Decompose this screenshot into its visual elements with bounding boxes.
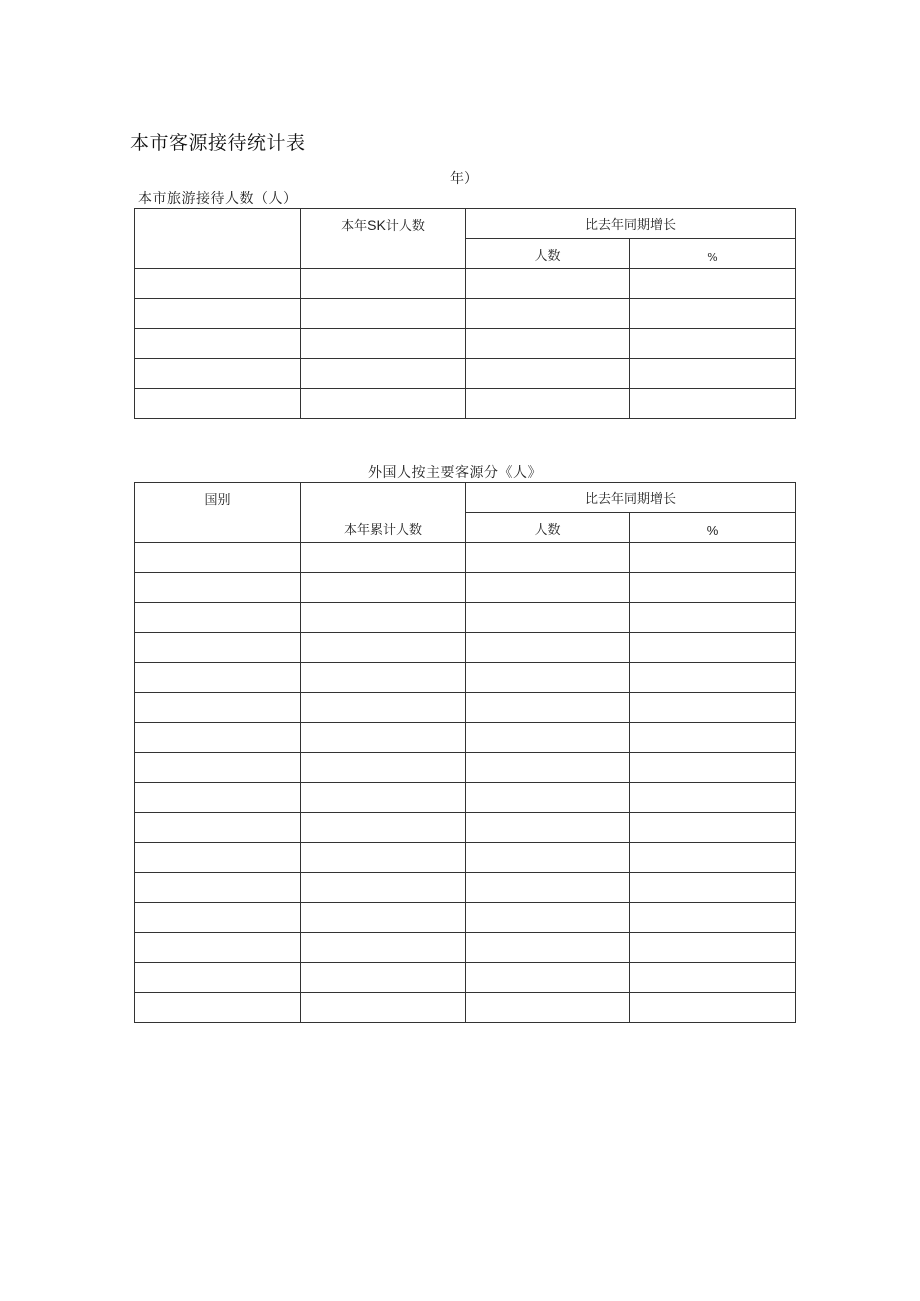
- table-cell: [466, 783, 630, 813]
- table-cell: [466, 723, 630, 753]
- table-cell: [630, 693, 796, 723]
- table-cell: [135, 389, 301, 419]
- table-cell: [135, 933, 301, 963]
- table-cell: [301, 963, 466, 993]
- table-cell: [301, 723, 466, 753]
- table-cell: [466, 603, 630, 633]
- table-row: [135, 543, 796, 573]
- table-cell: [466, 843, 630, 873]
- table-cell: [301, 693, 466, 723]
- header-percent: %: [630, 239, 796, 269]
- table-row: [135, 693, 796, 723]
- table-cell: [630, 603, 796, 633]
- header-people: 人数: [466, 239, 630, 269]
- table-row: [135, 753, 796, 783]
- table-cell: [135, 359, 301, 389]
- table-cell: [630, 963, 796, 993]
- table-cell: [630, 573, 796, 603]
- tourist-reception-table: [134, 208, 796, 419]
- table-row: [135, 723, 796, 753]
- table-cell: [135, 693, 301, 723]
- table-cell: [301, 359, 466, 389]
- table-row: [135, 663, 796, 693]
- table-cell: [135, 813, 301, 843]
- table-cell: [466, 389, 630, 419]
- header-annual-total-sk: SK: [367, 217, 386, 233]
- table-cell: [630, 933, 796, 963]
- table-cell: [630, 903, 796, 933]
- header-blank-cell: [135, 209, 301, 269]
- table-cell: [135, 723, 301, 753]
- table-cell: [466, 963, 630, 993]
- table-cell: [630, 753, 796, 783]
- table-cell: [466, 573, 630, 603]
- table-row: [135, 933, 796, 963]
- table-cell: [466, 633, 630, 663]
- year-label: 年）: [450, 171, 478, 187]
- table-row: [135, 903, 796, 933]
- table-row: [135, 633, 796, 663]
- table-cell: [630, 993, 796, 1023]
- table-cell: [301, 873, 466, 903]
- table-cell: [135, 843, 301, 873]
- table-row: [135, 993, 796, 1023]
- table-cell: [630, 633, 796, 663]
- header-yoy-growth: 比去年同期增长: [466, 483, 796, 513]
- table1-caption: 本市旅游接待人数（人）: [138, 191, 298, 207]
- table-cell: [466, 693, 630, 723]
- table-cell: [466, 543, 630, 573]
- table-cell: [301, 299, 466, 329]
- table-cell: [466, 993, 630, 1023]
- table2-body: [135, 543, 796, 1023]
- header-country: 国别: [135, 483, 301, 543]
- table-cell: [301, 993, 466, 1023]
- table1-body: [135, 269, 796, 419]
- table-cell: [630, 389, 796, 419]
- table-cell: [466, 873, 630, 903]
- table-cell: [466, 299, 630, 329]
- table-row: [135, 329, 796, 359]
- table-cell: [630, 873, 796, 903]
- table-cell: [301, 813, 466, 843]
- table-row: [135, 813, 796, 843]
- table-cell: [630, 269, 796, 299]
- table-cell: [301, 269, 466, 299]
- table-row: [135, 843, 796, 873]
- table-cell: [301, 783, 466, 813]
- table-row: [135, 299, 796, 329]
- table-cell: [301, 389, 466, 419]
- table-cell: [630, 359, 796, 389]
- table-row: [135, 963, 796, 993]
- header-yoy-growth: 比去年同期增长: [466, 209, 796, 239]
- table-cell: [301, 329, 466, 359]
- table-cell: [135, 573, 301, 603]
- table-row: [135, 603, 796, 633]
- table-cell: [301, 633, 466, 663]
- table-cell: [301, 933, 466, 963]
- table-cell: [135, 299, 301, 329]
- table-cell: [466, 813, 630, 843]
- table-cell: [135, 633, 301, 663]
- table-cell: [466, 269, 630, 299]
- header-annual-total-pre: 本年: [341, 219, 368, 234]
- table-cell: [630, 843, 796, 873]
- table-cell: [466, 903, 630, 933]
- table-cell: [301, 663, 466, 693]
- table-cell: [135, 753, 301, 783]
- table-cell: [301, 573, 466, 603]
- table-cell: [135, 329, 301, 359]
- table-cell: [135, 963, 301, 993]
- table-cell: [466, 933, 630, 963]
- header-people: 人数: [466, 513, 630, 543]
- table-cell: [135, 783, 301, 813]
- table-cell: [466, 753, 630, 783]
- table-cell: [466, 663, 630, 693]
- table-cell: [466, 329, 630, 359]
- table-cell: [135, 903, 301, 933]
- table-row: [135, 389, 796, 419]
- table-row: [135, 359, 796, 389]
- table-cell: [630, 723, 796, 753]
- table-cell: [301, 543, 466, 573]
- table-cell: [630, 813, 796, 843]
- table-row: [135, 783, 796, 813]
- table-cell: [630, 329, 796, 359]
- table2-caption: 外国人按主要客源分《人》: [368, 465, 542, 481]
- table-cell: [135, 993, 301, 1023]
- table-cell: [301, 753, 466, 783]
- table-row: [135, 269, 796, 299]
- table-cell: [630, 783, 796, 813]
- table-cell: [466, 359, 630, 389]
- table-cell: [135, 873, 301, 903]
- header-annual-total-post: 计人数: [385, 219, 425, 234]
- table-row: [135, 873, 796, 903]
- header-annual-cumulative: 本年累计人数: [301, 483, 466, 543]
- table-cell: [135, 543, 301, 573]
- table-cell: [301, 843, 466, 873]
- table-cell: [135, 269, 301, 299]
- table-cell: [301, 903, 466, 933]
- table-cell: [630, 543, 796, 573]
- table-cell: [630, 663, 796, 693]
- table-cell: [301, 603, 466, 633]
- header-annual-total: [301, 209, 466, 269]
- foreign-visitors-table: [134, 482, 796, 1023]
- table-row: [135, 573, 796, 603]
- table-cell: [135, 663, 301, 693]
- page-title: 本市客源接待统计表: [130, 132, 306, 154]
- table-cell: [135, 603, 301, 633]
- header-percent: %: [630, 513, 796, 543]
- table-cell: [630, 299, 796, 329]
